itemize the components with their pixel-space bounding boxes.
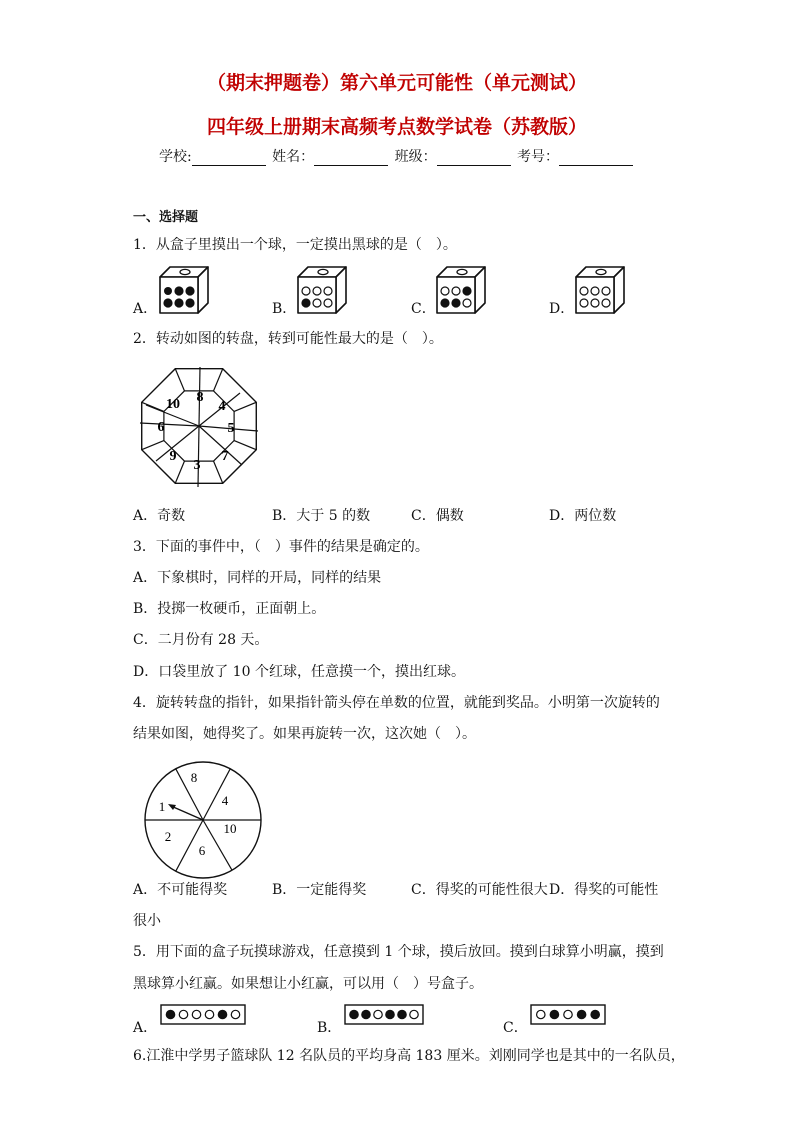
q4-option-d-wrap: 很小 bbox=[133, 913, 161, 929]
die-a bbox=[158, 265, 210, 315]
white-ball bbox=[452, 287, 460, 295]
ball-box-b bbox=[344, 1004, 424, 1026]
black-ball bbox=[186, 287, 194, 295]
black-ball bbox=[218, 1010, 226, 1018]
white-ball bbox=[591, 299, 599, 307]
q3-option-c[interactable]: C．二月份有 28 天。 bbox=[133, 632, 269, 648]
q2-stem: 2．转动如图的转盘，转到可能性最大的是（ ）。 bbox=[133, 331, 443, 347]
white-ball bbox=[602, 299, 610, 307]
black-ball bbox=[591, 1010, 599, 1018]
die-b bbox=[296, 265, 348, 315]
white-ball bbox=[324, 299, 332, 307]
q1-label-d: D． bbox=[549, 301, 575, 317]
white-ball bbox=[580, 287, 588, 295]
white-ball bbox=[313, 299, 321, 307]
q1-stem: 1．从盒子里摸出一个球，一定摸出黑球的是（ ）。 bbox=[133, 237, 457, 253]
black-ball bbox=[452, 299, 460, 307]
white-ball bbox=[374, 1010, 382, 1018]
q1-label-c: C． bbox=[411, 301, 436, 317]
white-ball bbox=[231, 1010, 239, 1018]
q3-option-a[interactable]: A．下象棋时，同样的开局，同样的结果 bbox=[133, 570, 382, 586]
die-c bbox=[435, 265, 487, 315]
q1-label-b: B． bbox=[272, 301, 297, 317]
id-label: 考号： bbox=[517, 149, 560, 165]
black-ball bbox=[463, 287, 471, 295]
die-top-hole bbox=[457, 269, 467, 274]
spinner-number: 3 bbox=[193, 458, 201, 474]
spinner-number: 6 bbox=[157, 420, 165, 436]
q2-option-c[interactable]: C．偶数 bbox=[411, 508, 464, 524]
black-ball bbox=[302, 299, 310, 307]
q4-stem-line2: 结果如图，她得奖了。如果再旋转一次，这次她（ ）。 bbox=[133, 726, 476, 742]
octagon-spinner bbox=[138, 365, 260, 487]
ball-box-a bbox=[160, 1004, 246, 1026]
black-ball bbox=[164, 299, 172, 307]
black-ball bbox=[362, 1010, 370, 1018]
white-ball bbox=[324, 287, 332, 295]
black-ball bbox=[577, 1010, 585, 1018]
q6-stem: 6.江淮中学男子篮球队 12 名队员的平均身高 183 厘米。刘刚同学也是其中的一名队员， bbox=[133, 1048, 685, 1064]
black-ball bbox=[175, 299, 183, 307]
white-ball bbox=[537, 1010, 545, 1018]
q1-label-a: A． bbox=[133, 301, 158, 317]
q3-option-d[interactable]: D．口袋里放了 10 个红球，任意摸一个，摸出红球。 bbox=[133, 664, 465, 680]
section-heading: 一、选择题 bbox=[133, 210, 199, 225]
white-ball bbox=[602, 287, 610, 295]
spinner-number: 9 bbox=[169, 449, 177, 465]
black-ball bbox=[550, 1010, 558, 1018]
black-ball bbox=[164, 287, 172, 295]
spinner-number: 2 bbox=[164, 828, 172, 844]
class-blank[interactable] bbox=[437, 151, 511, 166]
white-ball bbox=[192, 1010, 200, 1018]
black-ball bbox=[386, 1010, 394, 1018]
white-ball bbox=[179, 1010, 187, 1018]
school-blank[interactable] bbox=[192, 151, 266, 166]
die-top-hole bbox=[180, 269, 190, 274]
black-ball bbox=[166, 1010, 174, 1018]
spinner-number: 4 bbox=[221, 792, 229, 808]
spinner-number: 10 bbox=[166, 397, 180, 413]
q5-stem-line1: 5．用下面的盒子玩摸球游戏，任意摸到 1 个球，摸后放回。摸到白球算小明赢，摸到 bbox=[133, 944, 664, 960]
white-ball bbox=[410, 1010, 418, 1018]
spinner-number: 5 bbox=[227, 421, 235, 437]
q5-stem-line2: 黑球算小红赢。如果想让小红赢，可以用（ ）号盒子。 bbox=[133, 976, 483, 992]
white-ball bbox=[441, 287, 449, 295]
title-line-1: （期末押题卷）第六单元可能性（单元测试） bbox=[206, 72, 587, 94]
white-ball bbox=[580, 299, 588, 307]
q2-option-b[interactable]: B．大于 5 的数 bbox=[272, 508, 371, 524]
q4-option-a[interactable]: A．不可能得奖 bbox=[133, 882, 228, 898]
spinner-number: 7 bbox=[221, 449, 229, 465]
white-ball bbox=[205, 1010, 213, 1018]
q5-label-a: A． bbox=[133, 1020, 158, 1036]
die-d bbox=[574, 265, 626, 315]
spinner-number: 1 bbox=[158, 798, 166, 814]
black-ball bbox=[186, 299, 194, 307]
school-label: 学校: bbox=[158, 149, 192, 165]
q5-label-c: C． bbox=[503, 1020, 528, 1036]
q4-stem-line1: 4．旋转转盘的指针，如果指针箭头停在单数的位置，就能到奖品。小明第一次旋转的 bbox=[133, 695, 660, 711]
white-ball bbox=[302, 287, 310, 295]
white-ball bbox=[463, 299, 471, 307]
q4-option-c[interactable]: C．得奖的可能性很大 bbox=[411, 882, 548, 898]
white-ball bbox=[313, 287, 321, 295]
q2-option-a[interactable]: A．奇数 bbox=[133, 508, 186, 524]
q3-option-b[interactable]: B．投掷一枚硬币，正面朝上。 bbox=[133, 601, 326, 617]
white-ball bbox=[564, 1010, 572, 1018]
die-top-hole bbox=[318, 269, 328, 274]
die-top-hole bbox=[596, 269, 606, 274]
q5-label-b: B． bbox=[317, 1020, 342, 1036]
white-ball bbox=[591, 287, 599, 295]
black-ball bbox=[441, 299, 449, 307]
name-blank[interactable] bbox=[314, 151, 388, 166]
circle-spinner bbox=[143, 760, 263, 880]
spinner-number: 10 bbox=[223, 820, 237, 836]
spinner-number: 4 bbox=[218, 399, 226, 415]
spinner-number: 6 bbox=[198, 842, 206, 858]
q3-stem: 3．下面的事件中，（ ）事件的结果是确定的。 bbox=[133, 539, 429, 555]
id-blank[interactable] bbox=[559, 151, 633, 166]
title-line-2: 四年级上册期末高频考点数学试卷（苏教版） bbox=[206, 116, 587, 138]
spinner-number: 8 bbox=[190, 769, 198, 785]
name-label: 姓名： bbox=[272, 149, 315, 165]
class-label: 班级： bbox=[394, 149, 437, 165]
q4-option-d[interactable]: D．得奖的可能性 bbox=[549, 882, 659, 898]
black-ball bbox=[350, 1010, 358, 1018]
q4-option-b[interactable]: B．一定能得奖 bbox=[272, 882, 367, 898]
ball-box-c bbox=[530, 1004, 606, 1026]
q2-option-d[interactable]: D．两位数 bbox=[549, 508, 617, 524]
black-ball bbox=[398, 1010, 406, 1018]
spinner-number: 8 bbox=[196, 390, 204, 406]
student-info-row bbox=[0, 146, 794, 166]
black-ball bbox=[175, 287, 183, 295]
